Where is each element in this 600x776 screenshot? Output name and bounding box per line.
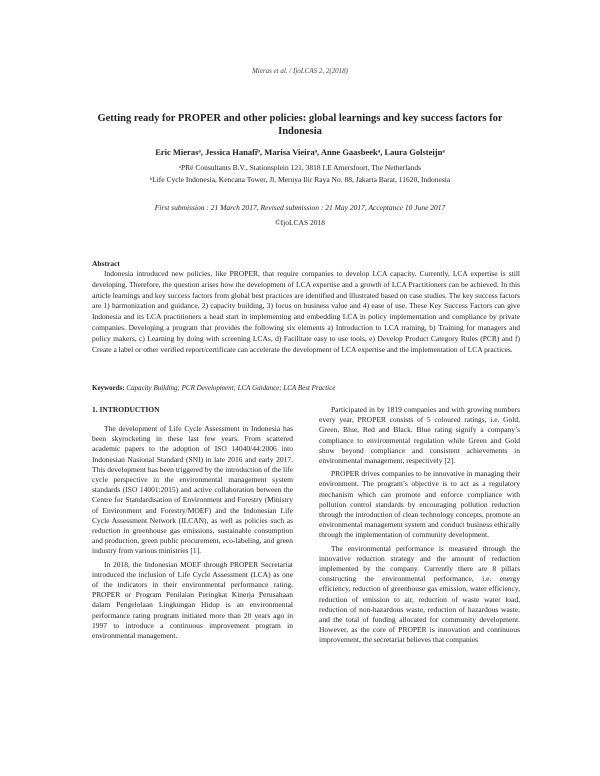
- section-heading-introduction: 1. INTRODUCTION: [92, 405, 160, 414]
- abstract-text: Indonesia introduced new policies, like PROPER, that require companies to develop LCA capacity. Currently, LCA expertise is still developing. Therefore, the question arises how the development of LCA expertise and a growth of LCA Practitioners can be achieved. In this article learnings and key success factors from global best practices are identified and illustrated based on case studies. The key success factors are 1) harmonization and guidance, 2) capacity building, 3) focus on business value and 4) ease of use. These Key Success Factors can give Indonesia and its LCA practitioners a head start in implementing and embedding LCA in policy implementation and compliance by private companies. Developing a program that provides the following six elements a) Introduction to LCA training, b) Training for managers and policy makers, c) Learning by doing with screening LCAs, d) Facilitate easy to use tools, e) Develop Product Category Rules (PCR) and f) Create a label or other verified report/certificate can accelerate the development of LCA expertise and the implementation of LCA practices.: [92, 269, 520, 354]
- keywords-line: [92, 384, 520, 392]
- body-paragraph: The development of Life Cycle Assessment in Indonesia has been skyrocketing in these last few years. From scattered academic papers to the adoption of ISO 14040/44:2006 into Indonesian Nasional Standard (SNI) in late 2016 and early 2017. This development has been triggered by the introduction of the life cycle perspective in the environmental management system standards (ISO 14001:2015) and active collaboration between the Centre for Standardisation of Environment and Forestry (Ministry of Environment and Forestry/MOEF) and the Indonesian Life Cycle Assessment Network (ILCAN), as well as policies such as reduction in greenhouse gas emissions, sustainable consumption and production, green public procurement, eco-labeling, and green industry from various ministries [1].: [92, 424, 293, 556]
- copyright-notice: ©IjoLCAS 2018: [274, 218, 326, 227]
- affiliation-b: ᵇLife Cycle Indonesia, Kencana Tower, Jl. Meruya Ilir Raya No. 88, Jakarta Barat, 11620, Indonesia: [149, 175, 451, 184]
- author-list: Eric Mierasᵃ, Jessica Hanafiᵇ, Marisa Vieiraᵃ, Anne Gaasbeekᵃ, Laura Golsteijnᵃ: [155, 147, 445, 157]
- body-paragraph: Participated in by 1819 companies and with growing numbers every year, PROPER consists of 5 coloured ratings, i.e. Gold, Green, Blue, Red and Black. Blue rating signify a company’s compliance to environmental regulation while Green and Gold show beyond compliance and consistent achievements in environmental management, respectively [2].: [319, 405, 520, 466]
- right-column: [319, 405, 520, 649]
- running-head: Mieras et al. / IjoLCAS 2, 2(2018): [251, 67, 349, 75]
- body-paragraph: PROPER drives companies to be innovative in managing their environment. The program’s objective is to act as a regulatory mechanism which can promote and enforce compliance with pollution control standards by encouraging pollution reduction through the introduction of clean technology concepts, promote an environmental management system and conduct business ethically through the implementation of community development.: [319, 469, 520, 540]
- article-title: Getting ready for PROPER and other policies: global learnings and key success factors for Indonesia: [97, 113, 503, 137]
- affiliation-a: ᵃPRé Consultants B.V., Stationsplein 121, 3818 LE Amersfoort, The Netherlands: [178, 163, 422, 172]
- left-column: [92, 405, 293, 644]
- abstract-block: [92, 259, 520, 355]
- keywords-list: Capacity Building; PCR Development; LCA Guidance; LCA Best Practice: [126, 384, 336, 392]
- keywords-label: Keywords:: [92, 384, 125, 392]
- body-paragraph: In 2018, the Indonesian MOEF through PROPER Secretariat introduced the inclusion of Life Cycle Assessment (LCA) as one of the indicators in their environmental performance rating. PROPER or Program Penilaian Peringkat Kinerja Perusahaan dalam Pengelolaan Lingkungan Hidup is an environmental performance rating program initiated more than 20 years ago in 1997 to introduce a continuous improvement program in environmental management.: [92, 559, 293, 641]
- body-paragraph: The environmental performance is measured through the innovative reduction strategy and the amount of reduction implemented by the company. Currently there are 8 pillars constructing the environmental performance, i.e. energy efficiency, reduction of greenhouse gas emission, water efficiency, reduction of emission to air, reduction of waste water load, reduction of non-hazardous waste, reduction of hazardous waste, and the total of funding allocated for community development. However, as the core of PROPER is innovation and continuous improvement, the secretariat believes that companies: [319, 543, 520, 645]
- abstract-heading: Abstract: [92, 259, 120, 268]
- submission-dates: First submission : 21 March 2017, Revised submission : 21 May 2017, Acceptance 10 June 2017: [154, 203, 446, 212]
